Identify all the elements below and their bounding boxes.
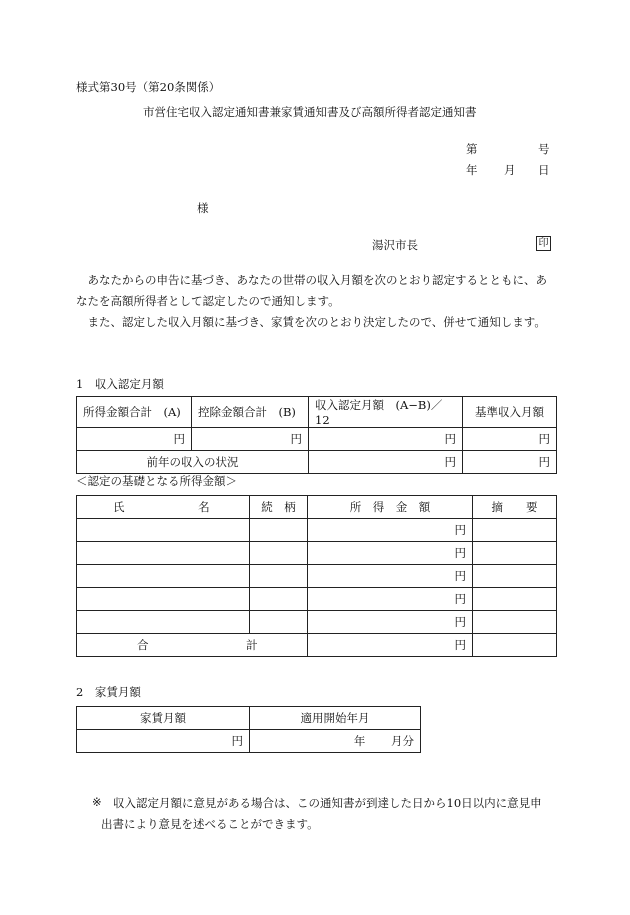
body-paragraph-1: あなたからの申告に基づき、あなたの世帯の収入月額を次のとおり認定するとともに、あなたを高額所得者として認定したので通知します。: [76, 273, 548, 308]
table-row: [77, 542, 557, 565]
addressee-suffix: 様: [197, 201, 209, 215]
number-go: 号: [538, 142, 550, 156]
note-line-1: 収入認定月額に意見がある場合は、この通知書が到達した日から10日以内に意見申: [113, 796, 542, 810]
col-rent: 家賃月額: [77, 707, 250, 730]
date-day: 日: [538, 163, 550, 177]
seal-mark: 印: [536, 236, 551, 251]
start-value-cell: [250, 730, 421, 753]
recognized-monthly-cell: 円: [309, 428, 463, 451]
note-mark: ※: [92, 795, 102, 809]
prev-year-standard-cell: 円: [463, 451, 557, 474]
section1-heading: 1 収入認定月額: [76, 377, 164, 391]
document-title: 市営住宅収入認定通知書兼家賃通知書及び高額所得者認定通知書: [143, 105, 477, 119]
header-deduction-total: 控除金額合計 (B): [192, 397, 309, 428]
income-cell: 円: [308, 519, 473, 542]
income-cell: 円: [308, 542, 473, 565]
standard-monthly-cell: 円: [463, 428, 557, 451]
form-number: 様式第30号（第20条関係）: [76, 80, 221, 94]
income-total-cell: 円: [77, 428, 192, 451]
total-income-cell: 円: [308, 634, 473, 657]
body-paragraph-2: また、認定した収入月額に基づき、家賃を次のとおり決定したので、併せて通知します。: [87, 315, 546, 329]
income-cell: 円: [308, 588, 473, 611]
header-income-total: 所得金額合計 (A): [77, 397, 192, 428]
table-row: [77, 565, 557, 588]
income-cell: 円: [308, 565, 473, 588]
issuer: 湯沢市長: [372, 238, 418, 252]
total-label-2: 計: [246, 638, 258, 652]
total-label: [77, 634, 308, 657]
start-month: 月分: [391, 734, 414, 748]
prev-year-label: 前年の収入の状況: [77, 451, 309, 474]
col-name: [77, 496, 250, 519]
prev-year-recognized-cell: 円: [309, 451, 463, 474]
rent-table: [76, 706, 421, 753]
basis-heading: ＜認定の基礎となる所得金額＞: [76, 474, 237, 488]
col-name-1: 氏: [113, 500, 125, 514]
income-table: [76, 396, 557, 474]
total-label-1: 合: [137, 638, 149, 652]
note-line-2: 出書により意見を述べることができます。: [101, 817, 319, 831]
date-year: 年: [466, 163, 478, 177]
date-month: 月: [504, 163, 516, 177]
start-year: 年: [353, 734, 366, 748]
table-row: [77, 519, 557, 542]
income-cell: 円: [308, 611, 473, 634]
table-row: [77, 611, 557, 634]
section2-heading: 2 家賃月額: [76, 685, 141, 699]
table-row: [77, 588, 557, 611]
col-income: 所 得 金 額: [308, 496, 473, 519]
deduction-total-cell: 円: [192, 428, 309, 451]
col-name-2: 名: [198, 500, 210, 514]
total-row: [77, 634, 557, 657]
number-dai: 第: [466, 142, 478, 156]
header-standard-monthly: 基準収入月額: [463, 397, 557, 428]
col-relation: 続 柄: [250, 496, 308, 519]
col-remarks: 摘 要: [473, 496, 557, 519]
header-recognized-monthly: 収入認定月額 (A−B)／12: [309, 397, 463, 428]
rent-value-cell: 円: [77, 730, 250, 753]
col-start: 適用開始年月: [250, 707, 421, 730]
basis-table: [76, 495, 557, 657]
